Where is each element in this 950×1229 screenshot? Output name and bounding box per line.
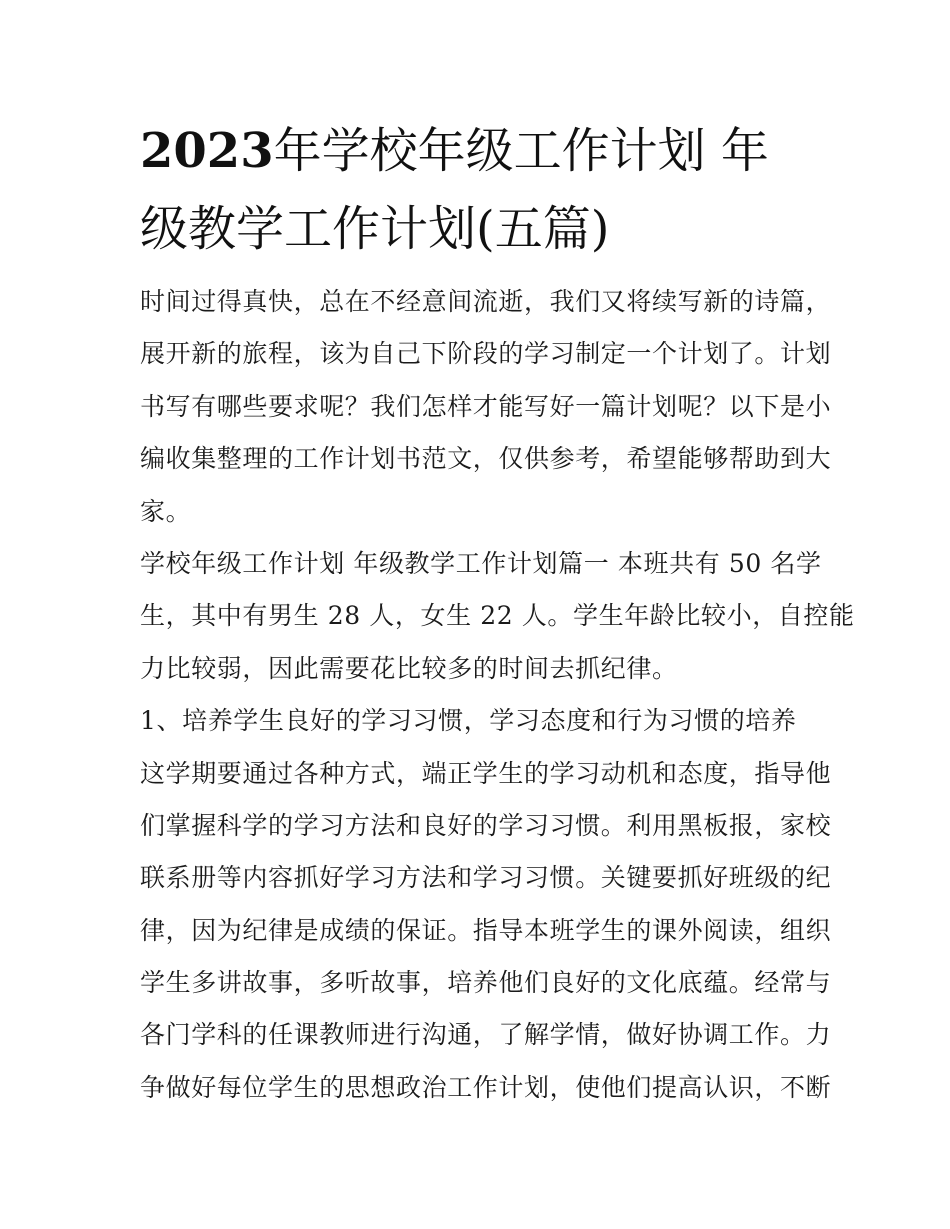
body-line: 编收集整理的工作计划书范文，仅供参考，希望能够帮助到大 bbox=[140, 444, 832, 474]
title-year: 2023 bbox=[140, 123, 274, 179]
title-line2-text: 级教学工作计划(五篇) bbox=[140, 201, 610, 257]
body-line: 时间过得真快，总在不经意间流逝，我们又将续写新的诗篇， bbox=[140, 287, 832, 316]
body-line: 展开新的旅程，该为自己下阶段的学习制定一个计划了。计划 bbox=[140, 339, 832, 369]
body-line: 各门学科的任课教师进行沟通，了解学情，做好协调工作。力 bbox=[140, 1020, 832, 1050]
body-line: 律，因为纪律是成绩的保证。指导本班学生的课外阅读，组织 bbox=[140, 915, 832, 945]
title-line1-text: 年学校年级工作计划 年 bbox=[273, 123, 769, 179]
body-line: 这学期要通过各种方式，端正学生的学习动机和态度，指导他 bbox=[140, 758, 832, 788]
body-line: 家。 bbox=[140, 496, 192, 526]
body-line: 们掌握科学的学习方法和良好的学习习惯。利用黑板报，家校 bbox=[140, 810, 832, 840]
body-line: 1、培养学生良好的学习习惯，学习态度和行为习惯的培养 bbox=[140, 706, 797, 736]
body-line: 学生多讲故事，多听故事，培养他们良好的文化底蕴。经常与 bbox=[140, 968, 832, 998]
document-body bbox=[140, 276, 855, 1114]
body-line: 书写有哪些要求呢？我们怎样才能写好一篇计划呢？以下是小 bbox=[140, 391, 832, 421]
body-line: 力比较弱，因此需要花比较多的时间去抓纪律。 bbox=[140, 653, 678, 683]
body-line: 学校年级工作计划 年级教学工作计划篇一 本班共有 50 名学 bbox=[140, 548, 822, 578]
document-title bbox=[140, 112, 820, 268]
body-line: 生，其中有男生 28 人，女生 22 人。学生年龄比较小，自控能 bbox=[140, 601, 855, 631]
body-line: 争做好每位学生的思想政治工作计划，使他们提高认识，不断 bbox=[140, 1072, 832, 1102]
body-line: 联系册等内容抓好学习方法和学习习惯。关键要抓好班级的纪 bbox=[140, 863, 832, 893]
